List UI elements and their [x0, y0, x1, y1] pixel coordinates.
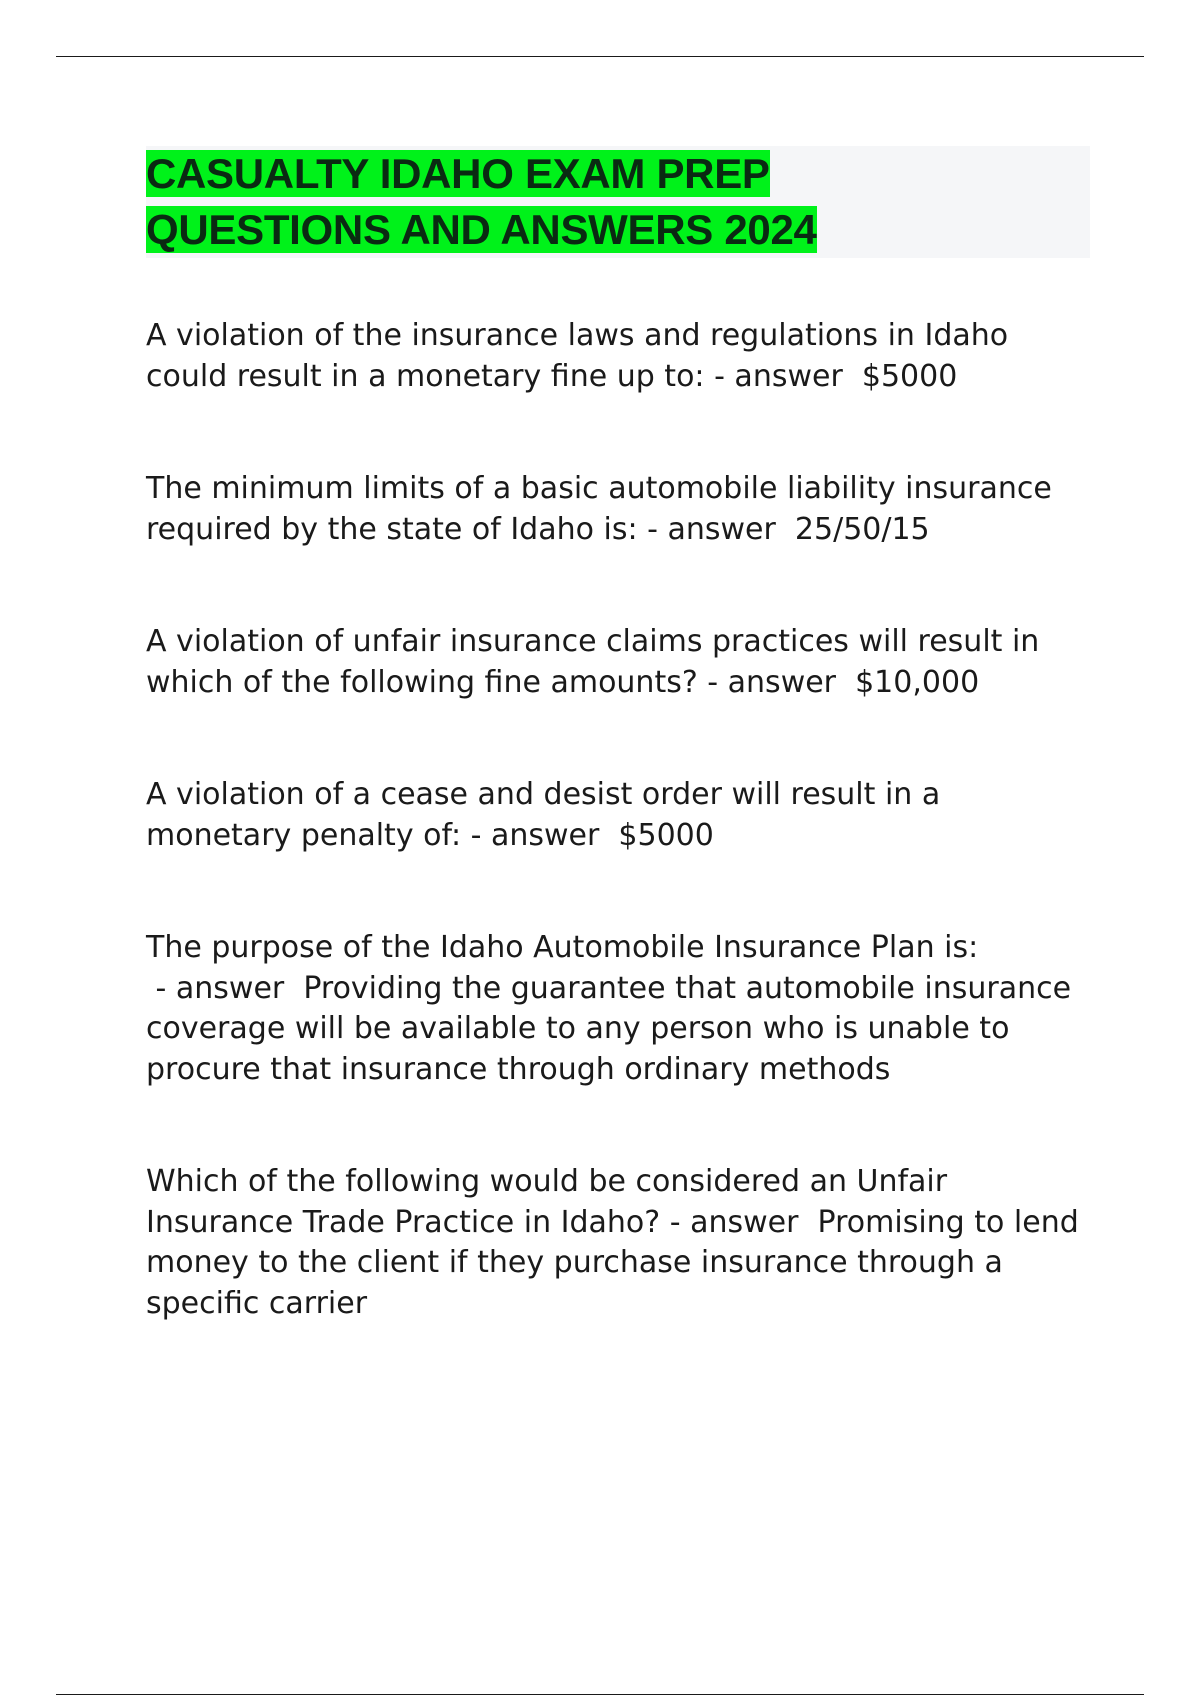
answer-text: Providing the guarantee that automobile insurance coverage will be available to any person who is unable to procure that insurance through ordinary methods — [146, 970, 1072, 1087]
header-rule — [56, 56, 1144, 57]
answer-text: 25/50/15 — [794, 511, 930, 547]
qa-item — [146, 775, 1090, 856]
answer-text: $5000 — [618, 817, 714, 853]
footer-rule — [56, 1694, 1144, 1695]
question-text: The purpose of the Idaho Automobile Insurance Plan is: — [146, 930, 979, 965]
qa-item — [146, 469, 1090, 550]
answer-separator: - answer — [697, 664, 856, 700]
answer-separator: - answer — [146, 970, 304, 1006]
title-panel — [146, 146, 1090, 258]
answer-separator: - answer — [461, 817, 619, 853]
qa-item — [146, 1162, 1090, 1324]
document-body — [146, 146, 1090, 1396]
qa-item — [146, 622, 1090, 703]
question-text: A violation of unfair insurance claims practices will result in which of the following fine amounts? — [146, 624, 1040, 700]
title-line-2: QUESTIONS AND ANSWERS 2024 — [146, 206, 817, 253]
answer-text: Promising to lend money to the client if they purchase insurance through a specific carrier — [146, 1204, 1079, 1321]
answer-separator: - answer — [637, 511, 795, 547]
answer-separator: - answer — [660, 1204, 818, 1240]
answer-text: $5000 — [861, 358, 958, 394]
answer-separator: - answer — [704, 358, 862, 394]
question-text: Which of the following would be considered an Unfair Insurance Trade Practice in Idaho? — [146, 1164, 948, 1240]
question-text: The minimum limits of a basic automobile liability insurance required by the state of Idaho is: — [146, 471, 1052, 547]
question-text: A violation of the insurance laws and regulations in Idaho could result in a monetary fine up to: — [146, 318, 1009, 394]
question-text: A violation of a cease and desist order will result in a monetary penalty of: — [146, 777, 941, 853]
qa-item — [146, 928, 1090, 1090]
answer-text: $10,000 — [855, 664, 980, 700]
document-title — [146, 146, 1090, 258]
title-line-1: CASUALTY IDAHO EXAM PREP — [146, 150, 770, 197]
qa-item — [146, 316, 1090, 397]
